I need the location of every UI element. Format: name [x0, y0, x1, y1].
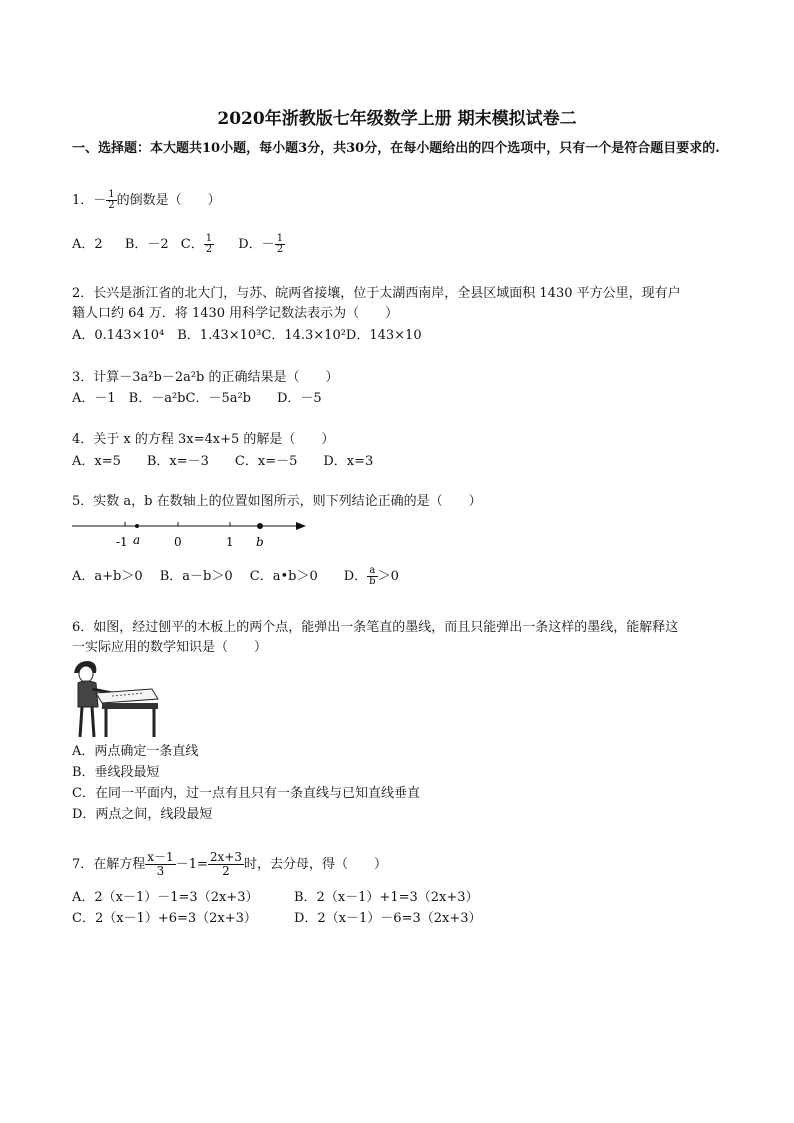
point-a	[135, 524, 139, 528]
fraction-1	[145, 851, 175, 878]
option-c-fraction	[204, 234, 214, 255]
fraction	[106, 190, 116, 211]
question-3-stem: 3．计算－3a²b－2a²b 的正确结果是（ ）	[72, 370, 339, 385]
axis-arrow	[296, 522, 306, 530]
question-6-option-a: A．两点确定一条直线	[72, 744, 199, 759]
option-d-tail: ＞0	[377, 569, 399, 584]
fraction-2	[208, 851, 244, 878]
question-7-option-b: B．2（x－1）+1=3（2x+3）	[294, 890, 479, 905]
option-a: A．2	[72, 237, 103, 252]
question-6-option-c: C．在同一平面内，过一点有且只有一条直线与已知直线垂直	[72, 786, 420, 801]
carpenter-illustration	[72, 659, 160, 739]
numerator: 1	[205, 233, 213, 244]
question-4-stem: 4．关于 x 的方程 3x=4x+5 的解是（ ）	[72, 432, 335, 447]
denominator: 2	[222, 864, 230, 878]
option-b: B．－2	[124, 237, 169, 252]
question-7-stem	[72, 850, 387, 880]
question-7-option-c: C．2（x－1）+6=3（2x+3）	[72, 911, 257, 926]
question-7-option-d: D．2（x－1）－6=3（2x+3）	[294, 911, 482, 926]
question-5-stem: 5．实数 a，b 在数轴上的位置如图所示，则下列结论正确的是（ ）	[72, 494, 482, 509]
question-2-line1: 2．长兴是浙江省的北大门，与苏、皖两省接壤，位于太湖西南岸，全县区域面积 1430 平方公里，现有户	[72, 286, 681, 301]
numerator: a	[367, 566, 377, 577]
option-c-label: C．	[180, 237, 204, 252]
option-d-fraction	[367, 566, 377, 587]
denominator: 2	[276, 244, 284, 255]
question-2-line2: 籍人口约 64 万．将 1430 用科学记数法表示为（ ）	[72, 306, 399, 321]
denominator: 3	[156, 864, 165, 878]
question-number: 1．	[72, 193, 94, 208]
question-6-line2: 一实际应用的数学知识是（ ）	[72, 640, 268, 655]
question-1-options	[72, 234, 285, 255]
denominator: b	[369, 576, 376, 587]
leg-right	[92, 707, 94, 737]
option-d-label: D．－	[238, 237, 275, 252]
stem-suffix: 时，去分母，得（ ）	[243, 857, 387, 872]
question-3-options: A．－1 B．－a²bC．－5a²b D．－5	[72, 391, 322, 406]
section-header: 一、选择题：本大题共10小题，每小题3分，共30分，在每小题给出的四个选项中，只有一个是符合题目要求的.	[72, 141, 720, 156]
stem-prefix: 7．在解方程	[72, 857, 146, 872]
page-title: 2020年浙教版七年级数学上册 期末模拟试卷二	[217, 109, 577, 129]
label-minus-1: -1	[116, 535, 128, 549]
label-b: b	[256, 535, 264, 549]
numerator: x－1	[147, 850, 174, 864]
number-line	[70, 516, 310, 552]
question-1-stem	[72, 190, 221, 211]
denominator: 2	[108, 200, 115, 211]
face-shape	[79, 666, 93, 682]
label-0: 0	[174, 535, 182, 549]
question-6-option-b: B．垂线段最短	[72, 765, 160, 780]
options-text: A．a+b＞0 B．a－b＞0 C．a•b＞0 D．	[72, 569, 368, 584]
question-2-options: A．0.143×10⁴ B．1.43×10³C．14.3×10²D．143×10	[72, 328, 422, 343]
label-1: 1	[226, 535, 234, 549]
minus-sign: －	[93, 193, 107, 208]
numerator: 1	[276, 233, 284, 244]
question-4-options: A．x=5 B．x=－3 C．x=－5 D．x=3	[72, 454, 374, 469]
board-front	[102, 703, 158, 709]
leg-left	[80, 707, 82, 737]
question-5-options	[72, 566, 399, 587]
denominator: 2	[205, 244, 213, 255]
label-a: a	[133, 533, 141, 547]
numerator: 1	[108, 189, 115, 200]
stem-middle: －1=	[175, 857, 208, 872]
question-7-option-a: A．2（x－1）－1=3（2x+3）	[72, 890, 259, 905]
option-d-fraction	[275, 234, 285, 255]
body-shape	[78, 681, 98, 707]
question-6-option-d: D．两点之间，线段最短	[72, 807, 213, 822]
question-text: 的倒数是（ ）	[116, 193, 221, 208]
numerator: 2x+3	[209, 850, 242, 864]
point-b	[257, 523, 263, 529]
question-6-line1: 6．如图，经过刨平的木板上的两个点，能弹出一条笔直的墨线，而且只能弹出一条这样的墨线，能解释这	[72, 620, 679, 635]
